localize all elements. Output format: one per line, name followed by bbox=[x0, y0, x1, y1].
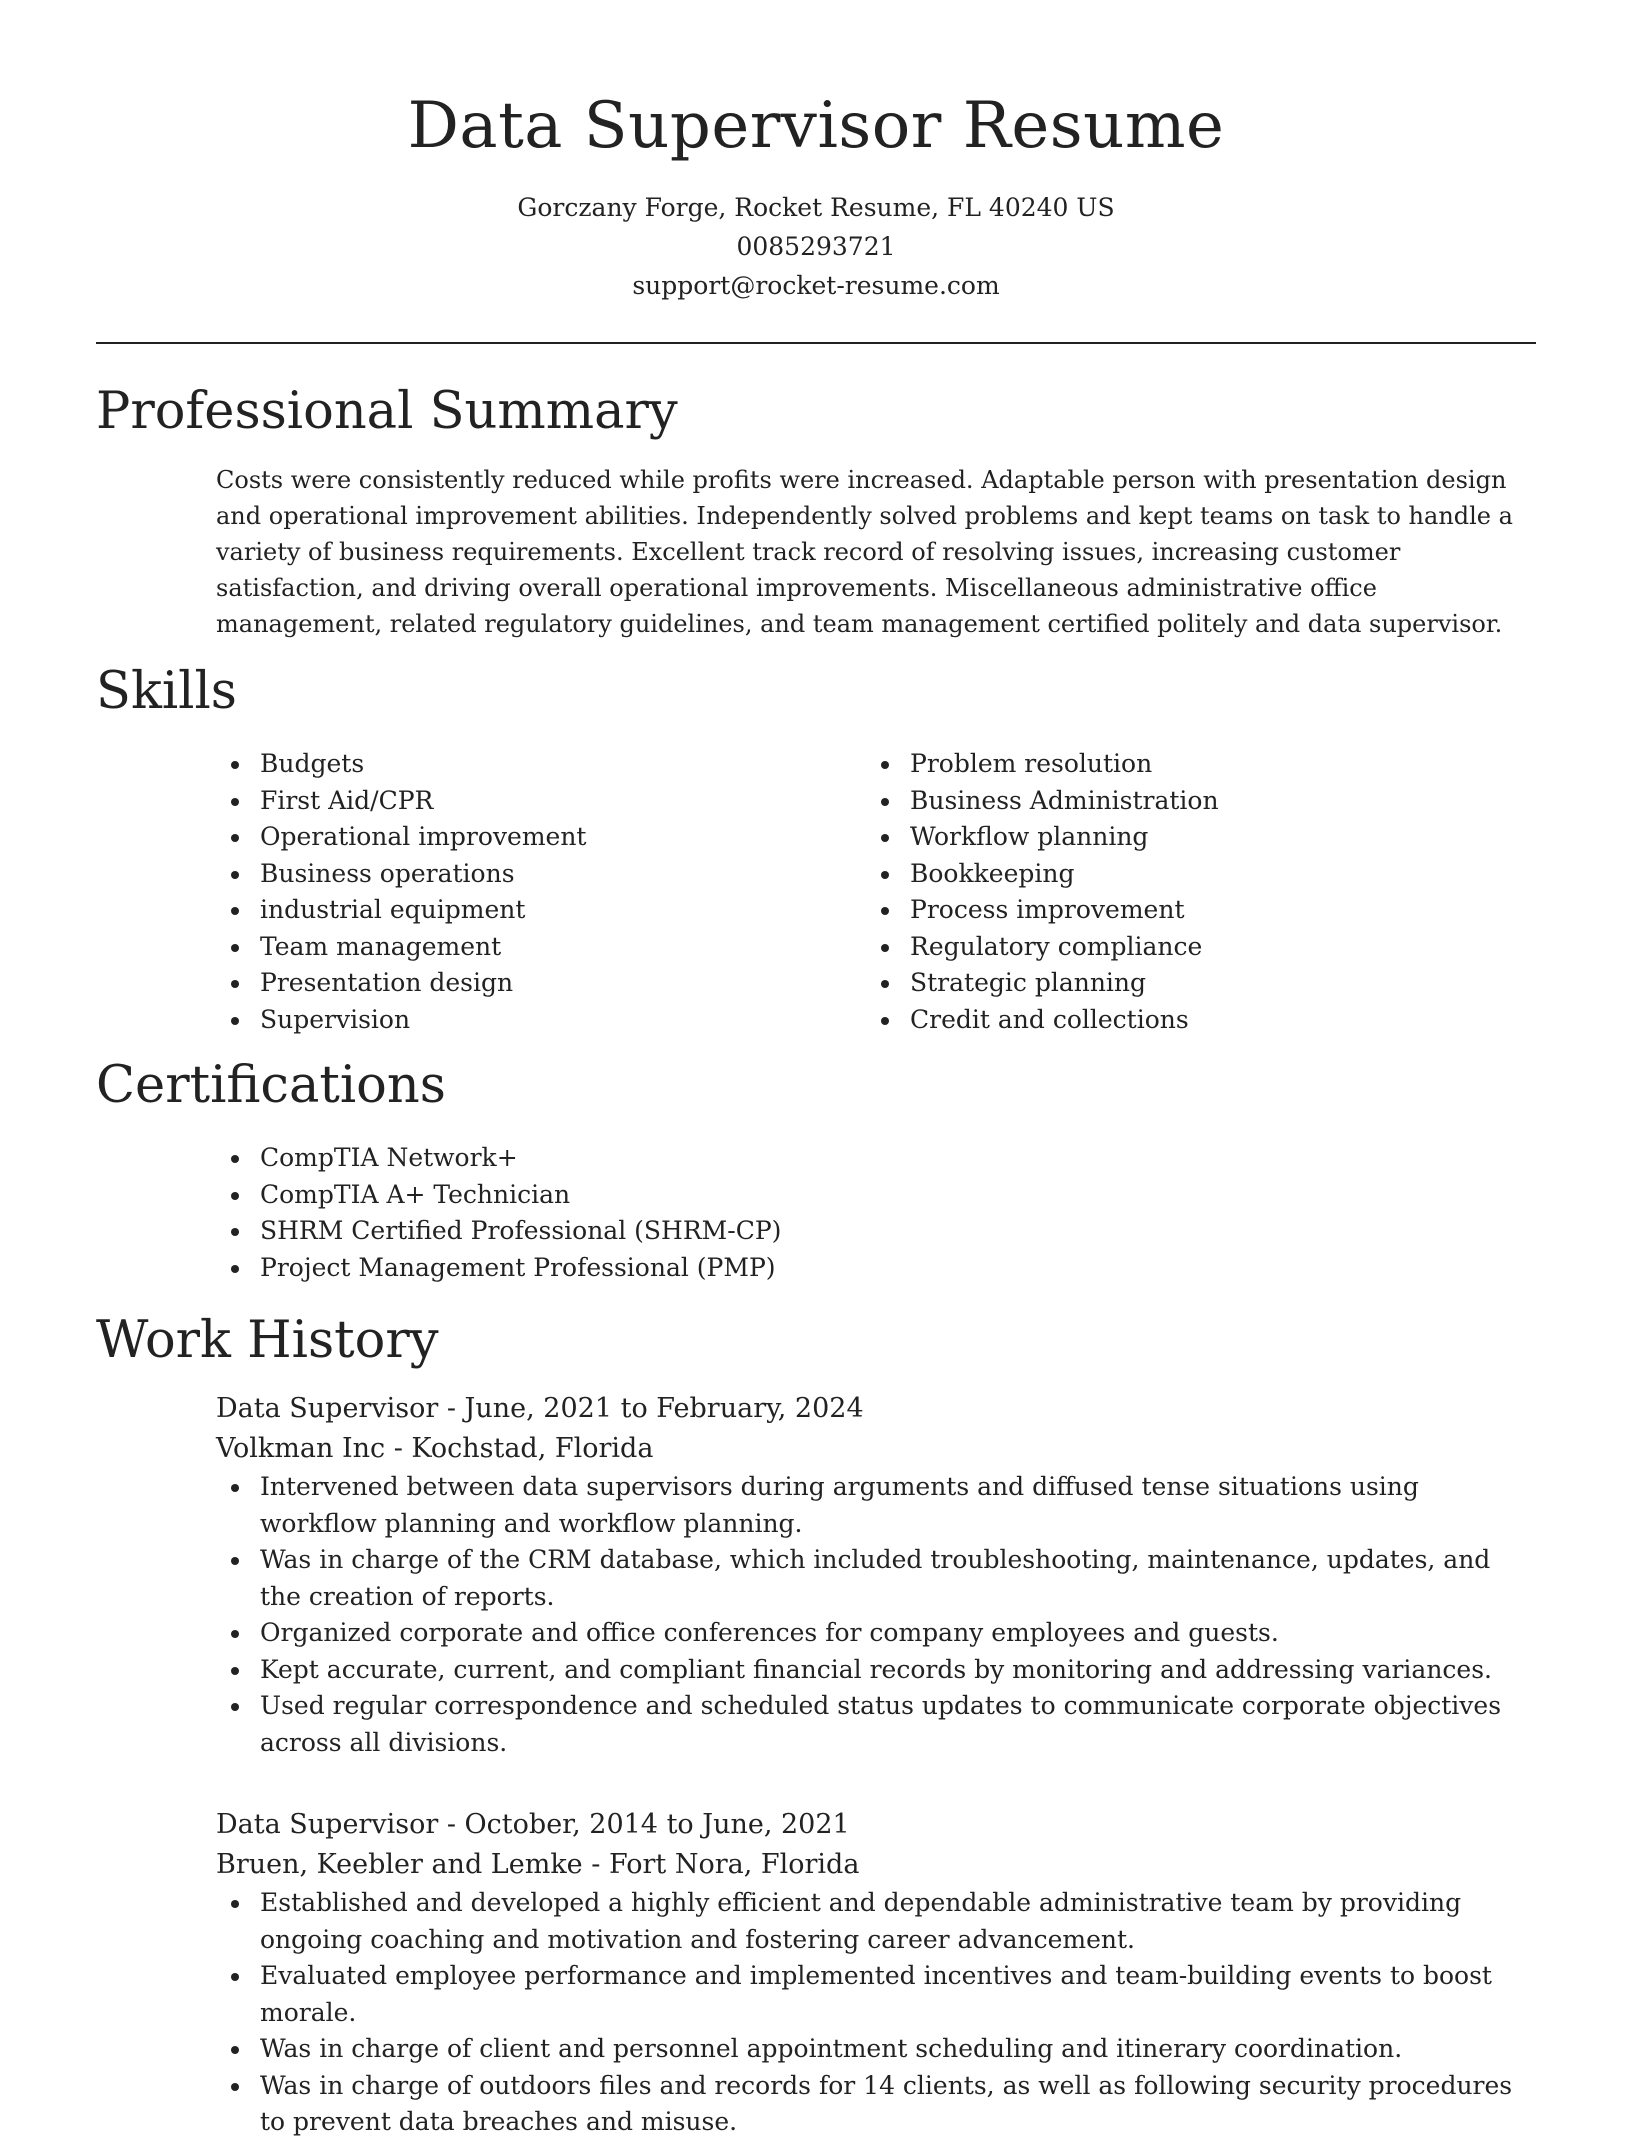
summary-text: Costs were consistently reduced while profits were increased. Adaptable person with presentation design and operational improvement abilities. Independently solved problems and kept teams on task to handle a variety of business requirements. Excellent track record of resolving issues, increasing customer satisfaction, and driving overall operational improvements. Miscellaneous administrative office management, related regulatory guidelines, and team management certified politely and data supervisor. bbox=[216, 466, 1513, 638]
job-bullet: Intervened between data supervisors during arguments and diffused tense situations using workflow planning and workflow planning. bbox=[216, 1469, 1536, 1542]
certifications-list bbox=[216, 1140, 1536, 1286]
job-location: Fort Nora, Florida bbox=[608, 1849, 860, 1880]
contact-block bbox=[0, 188, 1632, 305]
summary-heading: Professional Summary bbox=[96, 382, 678, 441]
skill-item: Workflow planning bbox=[866, 819, 1506, 856]
skill-item: industrial equipment bbox=[216, 892, 856, 929]
job-company: Bruen, Keebler and Lemke bbox=[216, 1849, 583, 1880]
job-company: Volkman Inc bbox=[216, 1433, 386, 1464]
job-bullets bbox=[216, 1885, 1536, 2141]
skill-item: Presentation design bbox=[216, 965, 856, 1002]
skill-item: Problem resolution bbox=[866, 746, 1506, 783]
contact-address: Gorczany Forge, Rocket Resume, FL 40240 US bbox=[517, 193, 1115, 222]
skill-item: Regulatory compliance bbox=[866, 929, 1506, 966]
job-bullet: Used regular correspondence and scheduled status updates to communicate corporate objectives across all divisions. bbox=[216, 1688, 1536, 1761]
job-dates: October, 2014 to June, 2021 bbox=[464, 1809, 850, 1840]
job-separator: - bbox=[582, 1849, 609, 1880]
job-bullet: Was in charge of outdoors files and records for 14 clients, as well as following security procedures to prevent data breaches and misuse. bbox=[216, 2068, 1536, 2141]
job-separator: - bbox=[438, 1809, 465, 1840]
skills-list-right bbox=[866, 746, 1506, 1038]
skill-item: First Aid/CPR bbox=[216, 783, 856, 820]
job-separator: - bbox=[385, 1433, 412, 1464]
job-bullet: Established and developed a highly efficient and dependable administrative team by providing ongoing coaching and motivation and fostering career advancement. bbox=[216, 1885, 1536, 1958]
job-company-line bbox=[216, 1845, 1536, 1885]
skill-item: Operational improvement bbox=[216, 819, 856, 856]
skill-item: Team management bbox=[216, 929, 856, 966]
certification-item: SHRM Certified Professional (SHRM-CP) bbox=[216, 1213, 1536, 1250]
contact-email[interactable]: support@rocket-resume.com bbox=[632, 271, 1000, 300]
header-divider bbox=[96, 342, 1536, 344]
resume-name: Data Supervisor Resume bbox=[407, 89, 1225, 163]
job-bullets bbox=[216, 1469, 1536, 1761]
job-company-line bbox=[216, 1429, 1536, 1469]
skill-item: Bookkeeping bbox=[866, 856, 1506, 893]
skill-item: Budgets bbox=[216, 746, 856, 783]
job-title-line bbox=[216, 1805, 1536, 1845]
certification-item: CompTIA Network+ bbox=[216, 1140, 1536, 1177]
skill-item: Supervision bbox=[216, 1002, 856, 1039]
certifications-heading: Certifications bbox=[96, 1056, 446, 1115]
job-entry bbox=[216, 1805, 1536, 2141]
job-bullet: Was in charge of the CRM database, which included troubleshooting, maintenance, updates, and the creation of reports. bbox=[216, 1542, 1536, 1615]
work-history-heading: Work History bbox=[96, 1311, 439, 1370]
job-bullet: Kept accurate, current, and compliant financial records by monitoring and addressing variances. bbox=[216, 1652, 1536, 1689]
job-bullet: Evaluated employee performance and implemented incentives and team-building events to boost morale. bbox=[216, 1958, 1536, 2031]
skill-item: Strategic planning bbox=[866, 965, 1506, 1002]
skill-item: Process improvement bbox=[866, 892, 1506, 929]
job-dates: June, 2021 to February, 2024 bbox=[464, 1393, 864, 1424]
skill-item: Business Administration bbox=[866, 783, 1506, 820]
job-location: Kochstad, Florida bbox=[411, 1433, 654, 1464]
certification-item: CompTIA A+ Technician bbox=[216, 1177, 1536, 1214]
job-bullet: Organized corporate and office conferences for company employees and guests. bbox=[216, 1615, 1536, 1652]
job-title: Data Supervisor bbox=[216, 1393, 439, 1424]
certification-item: Project Management Professional (PMP) bbox=[216, 1250, 1536, 1287]
skill-item: Business operations bbox=[216, 856, 856, 893]
skills-heading: Skills bbox=[96, 662, 237, 721]
job-separator: - bbox=[438, 1393, 465, 1424]
skills-list-left bbox=[216, 746, 856, 1038]
job-entry bbox=[216, 1389, 1536, 1761]
job-bullet: Was in charge of client and personnel appointment scheduling and itinerary coordination. bbox=[216, 2031, 1536, 2068]
contact-phone: 0085293721 bbox=[736, 232, 896, 261]
job-title: Data Supervisor bbox=[216, 1809, 439, 1840]
skill-item: Credit and collections bbox=[866, 1002, 1506, 1039]
resume-header bbox=[0, 0, 1632, 305]
job-title-line bbox=[216, 1389, 1536, 1429]
